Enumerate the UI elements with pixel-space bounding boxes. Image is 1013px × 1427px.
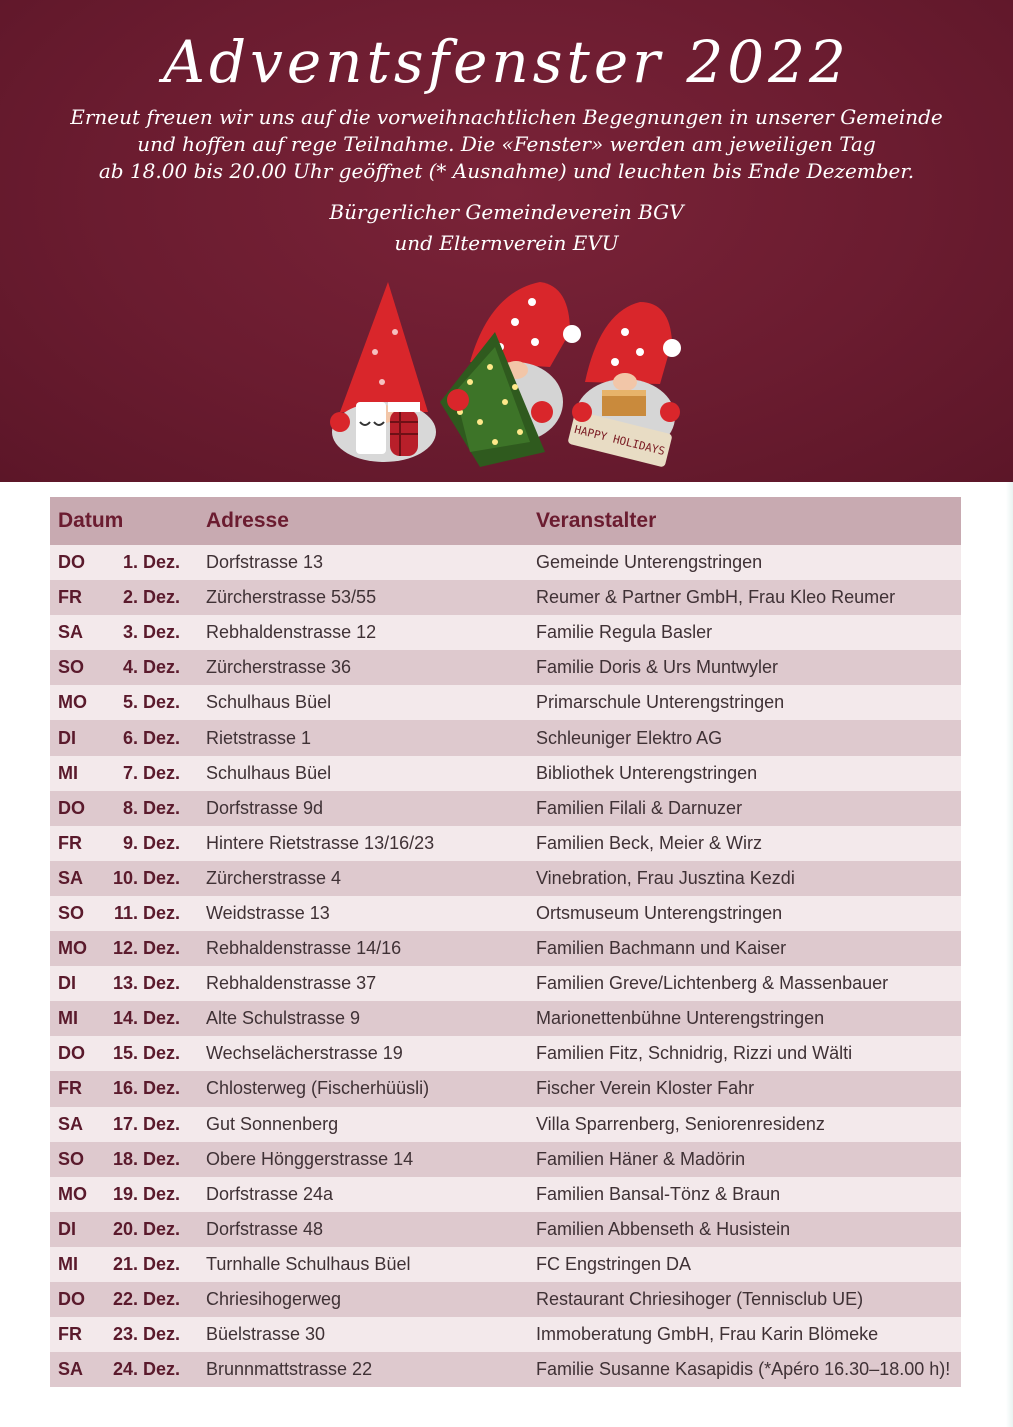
row-address: Zürcherstrasse 53/55 xyxy=(206,587,377,608)
row-address: Dorfstrasse 9d xyxy=(206,797,324,818)
row-day: MO xyxy=(58,938,87,959)
organizers-text xyxy=(0,197,1013,259)
table-row xyxy=(50,931,961,966)
row-date: 3. Dez. xyxy=(122,622,180,643)
row-day: MI xyxy=(58,1253,78,1274)
row-address: Hintere Rietstrasse 13/16/23 xyxy=(206,832,435,853)
table-row xyxy=(50,966,961,1001)
row-organizer: Familie Susanne Kasapidis (*Apéro 16.30–18.00 h)! xyxy=(536,1359,951,1380)
gnome-left-icon xyxy=(330,282,436,462)
gnome-right-icon xyxy=(567,302,681,468)
table-row xyxy=(50,615,961,650)
row-day: DI xyxy=(58,973,76,994)
advent-schedule-table xyxy=(50,497,961,1387)
row-address: Rebhaldenstrasse 37 xyxy=(206,973,377,994)
intro-line: und hoffen auf rege Teilnahme. Die «Fenster» werden am jeweiligen Tag xyxy=(137,132,876,156)
row-organizer: Ortsmuseum Unterengstringen xyxy=(536,902,783,923)
row-date: 8. Dez. xyxy=(122,797,180,818)
row-organizer: Familien Filali & Darnuzer xyxy=(536,797,743,818)
row-address: Zürcherstrasse 4 xyxy=(206,867,342,888)
row-address: Gut Sonnenberg xyxy=(206,1113,339,1134)
row-organizer: Familien Abbenseth & Husistein xyxy=(536,1218,791,1239)
row-day: MO xyxy=(58,692,87,713)
row-date: 13. Dez. xyxy=(112,973,180,994)
row-day: MI xyxy=(58,762,78,783)
row-address: Brunnmattstrasse 22 xyxy=(206,1359,373,1380)
row-organizer: Familien Bachmann und Kaiser xyxy=(536,938,787,959)
row-organizer: Gemeinde Unterengstringen xyxy=(536,552,763,573)
row-organizer: Primarschule Unterengstringen xyxy=(536,692,785,713)
row-address: Wechselächerstrasse 19 xyxy=(206,1043,403,1064)
row-organizer: Villa Sparrenberg, Seniorenresidenz xyxy=(536,1113,825,1134)
table-row xyxy=(50,1282,961,1317)
row-address: Rebhaldenstrasse 14/16 xyxy=(206,938,402,959)
row-day: DI xyxy=(58,727,76,748)
row-address: Weidstrasse 13 xyxy=(206,902,330,923)
table-row xyxy=(50,1317,961,1352)
row-date: 1. Dez. xyxy=(122,552,180,573)
row-date: 5. Dez. xyxy=(122,692,180,713)
row-date: 15. Dez. xyxy=(112,1043,180,1064)
row-address: Büelstrasse 30 xyxy=(206,1324,326,1345)
page-title: Adventsfenster 2022 xyxy=(163,28,850,96)
row-date: 19. Dez. xyxy=(112,1183,180,1204)
row-day: MO xyxy=(58,1183,87,1204)
row-organizer: Schleuniger Elektro AG xyxy=(536,727,723,748)
row-address: Schulhaus Büel xyxy=(206,762,332,783)
row-date: 16. Dez. xyxy=(112,1078,180,1099)
row-date: 10. Dez. xyxy=(112,867,180,888)
table-row xyxy=(50,1142,961,1177)
row-day: SO xyxy=(58,1148,85,1169)
table-row xyxy=(50,791,961,826)
table-row xyxy=(50,826,961,861)
org-line: Bürgerlicher Gemeindeverein BGV xyxy=(329,200,684,224)
row-date: 2. Dez. xyxy=(122,587,180,608)
row-date: 22. Dez. xyxy=(112,1289,180,1310)
row-address: Dorfstrasse 24a xyxy=(206,1183,334,1204)
table-row xyxy=(50,1071,961,1106)
table-row xyxy=(50,1247,961,1282)
row-address: Rietstrasse 1 xyxy=(206,727,312,748)
table-row xyxy=(50,1352,961,1387)
row-address: Rebhaldenstrasse 12 xyxy=(206,622,377,643)
row-organizer: FC Engstringen DA xyxy=(536,1253,692,1274)
row-date: 4. Dez. xyxy=(122,657,180,678)
row-day: DI xyxy=(58,1218,76,1239)
table-row xyxy=(50,650,961,685)
row-date: 6. Dez. xyxy=(122,727,180,748)
row-organizer: Fischer Verein Kloster Fahr xyxy=(536,1078,755,1099)
row-day: DO xyxy=(58,1043,85,1064)
table-row xyxy=(50,1036,961,1071)
row-organizer: Familien Häner & Madörin xyxy=(536,1148,746,1169)
row-date: 17. Dez. xyxy=(112,1113,180,1134)
row-address: Chriesihogerweg xyxy=(206,1289,342,1310)
row-address: Dorfstrasse 48 xyxy=(206,1218,324,1239)
table-row xyxy=(50,545,961,580)
row-address: Chlosterweg (Fischerhüüsli) xyxy=(206,1078,430,1099)
row-organizer: Vinebration, Frau Jusztina Kezdi xyxy=(536,867,795,888)
row-organizer: Familien Beck, Meier & Wirz xyxy=(536,832,763,853)
row-date: 18. Dez. xyxy=(112,1148,180,1169)
row-day: FR xyxy=(58,832,82,853)
intro-line: ab 18.00 bis 20.00 Uhr geöffnet (* Ausnahme) und leuchten bis Ende Dezember. xyxy=(98,159,915,183)
row-day: SA xyxy=(58,1113,84,1134)
gnomes-illustration xyxy=(320,272,700,472)
row-address: Schulhaus Büel xyxy=(206,692,332,713)
table-row xyxy=(50,1001,961,1036)
row-day: FR xyxy=(58,1324,82,1345)
header-address: Adresse xyxy=(206,509,289,532)
intro-text xyxy=(40,104,973,185)
row-day: SA xyxy=(58,1359,84,1380)
row-organizer: Familien Bansal-Tönz & Braun xyxy=(536,1183,781,1204)
row-date: 14. Dez. xyxy=(112,1008,180,1029)
org-line: und Elternverein EVU xyxy=(394,231,619,255)
row-date: 11. Dez. xyxy=(113,902,180,923)
row-day: FR xyxy=(58,587,82,608)
row-date: 23. Dez. xyxy=(112,1324,180,1345)
page-edge xyxy=(1006,482,1013,1427)
row-date: 21. Dez. xyxy=(112,1253,180,1274)
row-day: DO xyxy=(58,552,85,573)
row-organizer: Familien Greve/Lichtenberg & Massenbauer xyxy=(536,973,889,994)
row-date: 20. Dez. xyxy=(112,1218,180,1239)
row-organizer: Familien Fitz, Schnidrig, Rizzi und Wälti xyxy=(536,1043,853,1064)
row-address: Dorfstrasse 13 xyxy=(206,552,324,573)
row-address: Obere Hönggerstrasse 14 xyxy=(206,1148,414,1169)
row-date: 9. Dez. xyxy=(122,832,180,853)
table-row xyxy=(50,1107,961,1142)
row-day: SA xyxy=(58,867,84,888)
row-date: 12. Dez. xyxy=(112,938,180,959)
row-day: FR xyxy=(58,1078,82,1099)
header-banner xyxy=(0,0,1013,482)
header-organizer: Veranstalter xyxy=(536,509,657,532)
table-body xyxy=(50,545,961,1387)
row-day: SO xyxy=(58,657,85,678)
intro-line: Erneut freuen wir uns auf die vorweihnachtlichen Begegnungen in unserer Gemeinde xyxy=(70,105,943,129)
row-organizer: Bibliothek Unterengstringen xyxy=(536,762,758,783)
row-address: Zürcherstrasse 36 xyxy=(206,657,352,678)
table-row xyxy=(50,861,961,896)
row-day: SA xyxy=(58,622,84,643)
row-organizer: Familie Doris & Urs Muntwyler xyxy=(536,657,779,678)
row-organizer: Marionettenbühne Unterengstringen xyxy=(536,1008,825,1029)
table-row xyxy=(50,896,961,931)
holiday-sign: HAPPY HOLIDAYS xyxy=(573,422,667,458)
row-address: Alte Schulstrasse 9 xyxy=(206,1008,361,1029)
row-organizer: Reumer & Partner GmbH, Frau Kleo Reumer xyxy=(536,587,896,608)
row-date: 7. Dez. xyxy=(122,762,180,783)
table-row xyxy=(50,756,961,791)
table-row xyxy=(50,685,961,720)
row-day: DO xyxy=(58,1289,85,1310)
header-date: Datum xyxy=(58,509,124,532)
row-day: SO xyxy=(58,902,85,923)
gnome-middle-icon xyxy=(440,282,581,467)
row-organizer: Familie Regula Basler xyxy=(536,622,713,643)
table-row xyxy=(50,720,961,755)
row-day: MI xyxy=(58,1008,78,1029)
row-organizer: Immoberatung GmbH, Frau Karin Blömeke xyxy=(536,1324,879,1345)
row-day: DO xyxy=(58,797,85,818)
row-address: Turnhalle Schulhaus Büel xyxy=(206,1253,411,1274)
table-row xyxy=(50,1212,961,1247)
row-date: 24. Dez. xyxy=(112,1359,180,1380)
table-row xyxy=(50,580,961,615)
row-organizer: Restaurant Chriesihoger (Tennisclub UE) xyxy=(536,1289,864,1310)
table-header xyxy=(50,497,961,545)
table-row xyxy=(50,1177,961,1212)
